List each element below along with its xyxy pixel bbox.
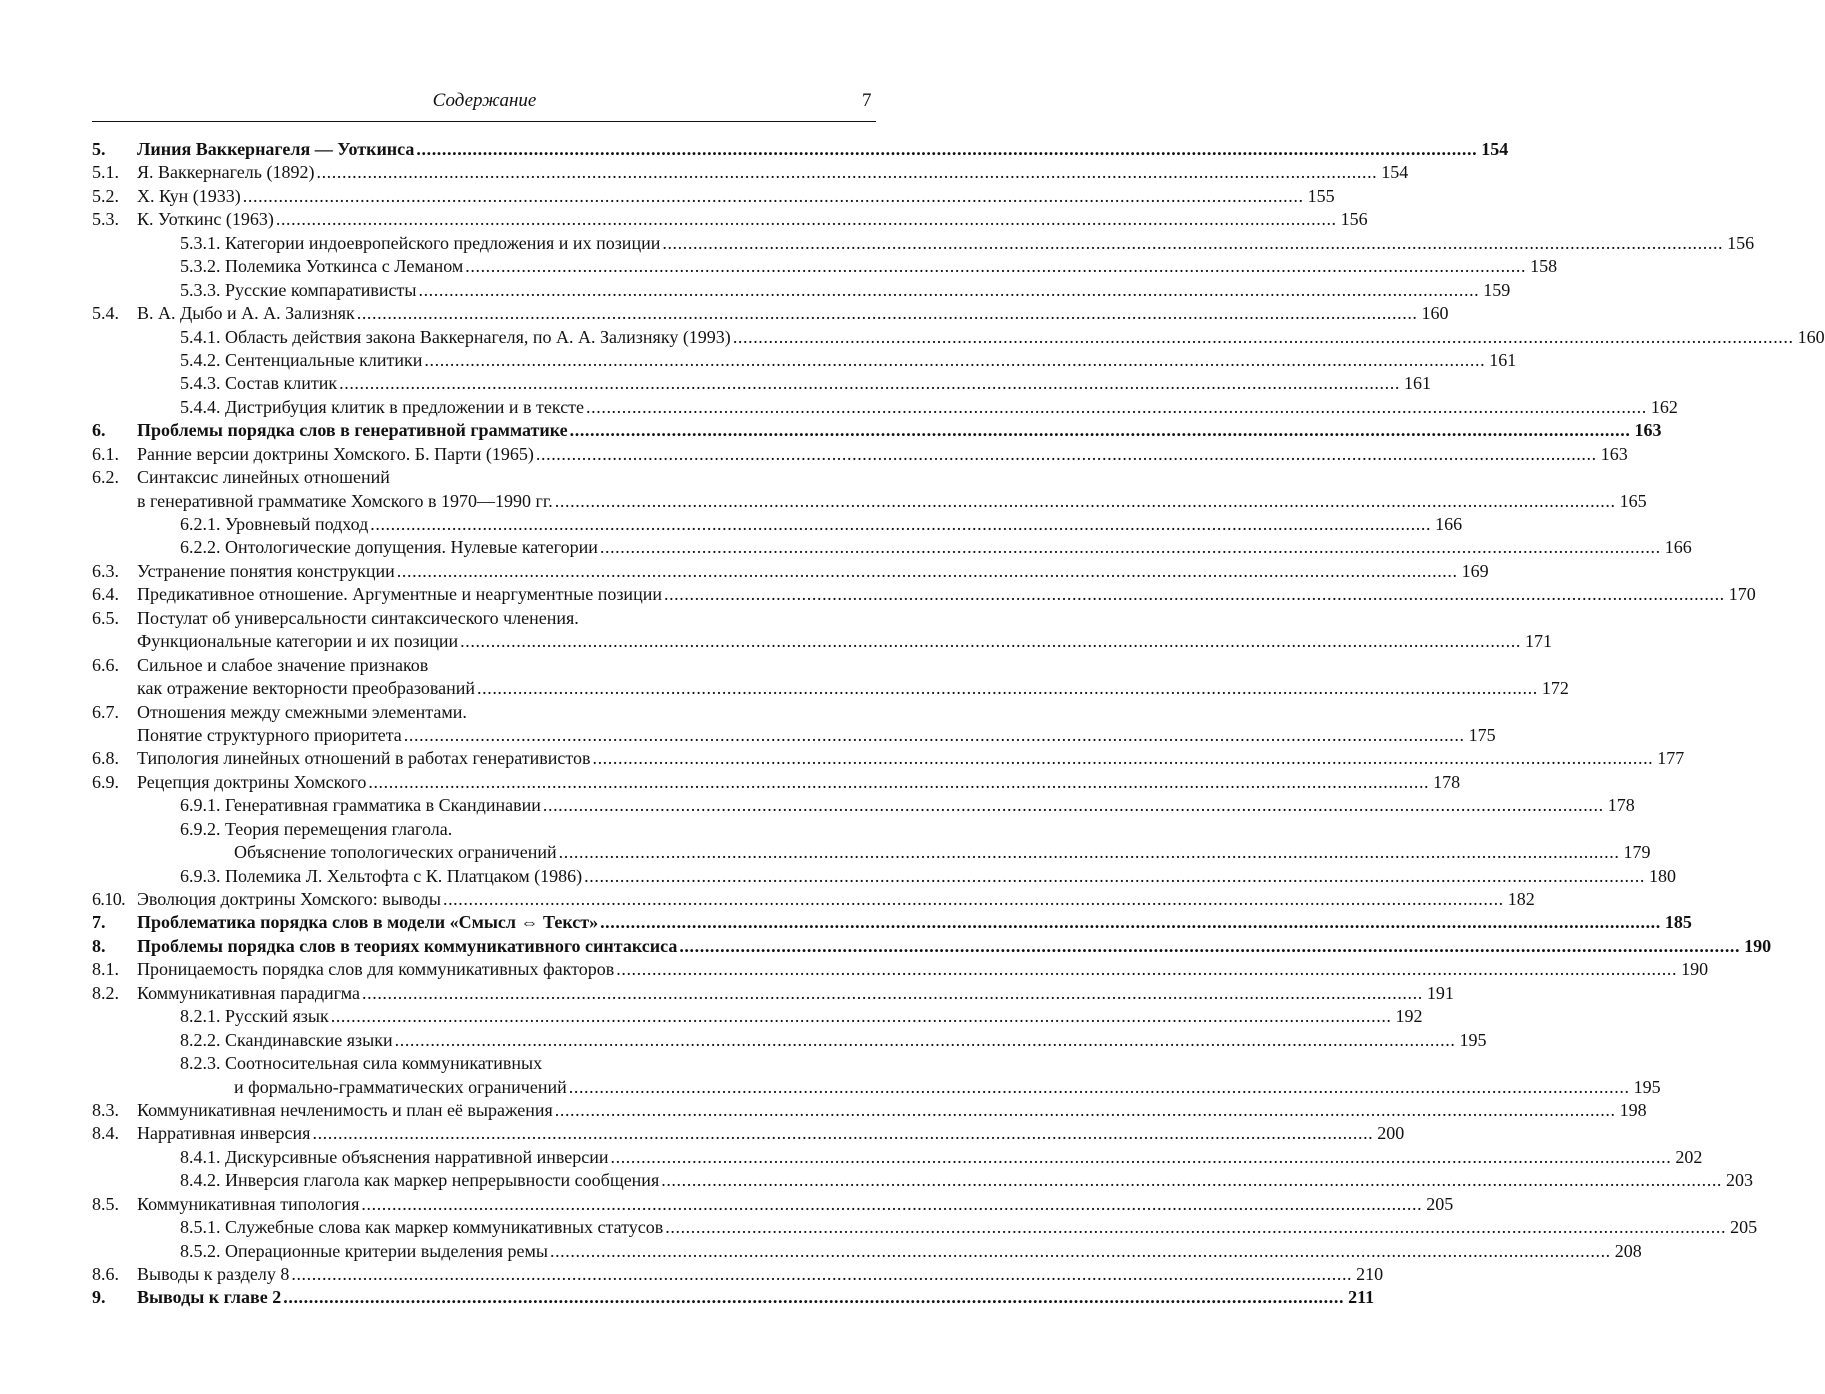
toc-entry-number: 5.4. — [92, 303, 119, 324]
toc-entry-number: 6.1. — [92, 443, 119, 464]
page-number: 7 — [862, 90, 872, 111]
toc-entry — [92, 513, 1463, 536]
toc-entry-title: 8.5.2. Операционные критерии выделения ремы — [180, 1240, 548, 1261]
toc-entry-page: 163 — [1600, 443, 1628, 464]
toc-entry — [92, 654, 876, 677]
toc-entry-title: 8.5.1. Служебные слова как маркер коммуникативных статусов — [180, 1217, 664, 1238]
dot-leader: ................................................................................................................................................................................................................ — [542, 795, 1604, 816]
toc-entry-number: 5.1. — [92, 162, 119, 183]
dot-leader: ................................................................................................................................................................................................................ — [549, 1240, 1611, 1261]
toc-entry-page: 198 — [1619, 1099, 1647, 1120]
dot-leader: ................................................................................................................................................................................................................ — [662, 232, 1724, 253]
toc-entry-page: 163 — [1634, 420, 1662, 441]
toc-entry-number: 8.2. — [92, 982, 119, 1003]
toc-entry — [92, 771, 1461, 794]
toc-entry-title: 5.3.3. Русские компаративисты — [180, 279, 417, 300]
toc-entry-page: 190 — [1681, 959, 1709, 980]
toc-entry-page: 169 — [1461, 560, 1489, 581]
toc-entry-title: как отражение векторности преобразований — [137, 678, 476, 699]
dot-leader: ................................................................................................................................................................................................................ — [679, 935, 1741, 956]
toc-entry-page: 166 — [1435, 514, 1463, 534]
dot-leader: ................................................................................................................................................................................................................ — [275, 209, 1337, 230]
toc-entry-title: Понятие структурного приоритета — [137, 724, 402, 745]
dot-leader: ................................................................................................................................................................................................................ — [368, 771, 1430, 792]
toc-entry-title: Эволюция доктрины Хомского: выводы — [137, 889, 441, 909]
toc-entry-title: Синтаксис линейных отношений — [137, 467, 390, 488]
toc-entry-title: и формально-грамматических ограничений — [234, 1076, 567, 1097]
toc-entry-title: Постулат об универсальности синтаксического членения. — [137, 607, 579, 628]
toc-entry-page: 200 — [1377, 1123, 1405, 1144]
toc-entry-title: Коммуникативная парадигма — [137, 982, 361, 1003]
toc-entry — [92, 982, 1454, 1005]
toc-entry-title: Коммуникативная типология — [137, 1193, 360, 1214]
toc-entry-title: Линия Ваккернагеля — Уоткинса — [137, 139, 415, 159]
toc-entry-page: 180 — [1648, 865, 1676, 886]
toc-entry-number: 8.1. — [92, 959, 119, 980]
toc-entry-number: 6.2. — [92, 467, 119, 488]
toc-entry-page: 190 — [1744, 935, 1772, 956]
toc-entry — [92, 161, 1409, 184]
toc-entry-page: 195 — [1459, 1029, 1487, 1050]
toc-entry-title: Ранние версии доктрины Хомского. Б. Парти (1965) — [137, 443, 534, 464]
toc-entry-page: 161 — [1489, 349, 1517, 370]
toc-entry-title: В. А. Дыбо и А. А. Зализняк — [137, 303, 355, 324]
toc-entry-title: 8.4.2. Инверсия глагола как маркер непрерывности сообщения — [180, 1170, 660, 1191]
toc-entry-page: 165 — [1619, 490, 1647, 511]
header-rule — [92, 121, 876, 122]
dot-leader: ................................................................................................................................................................................................................ — [242, 185, 1304, 206]
dot-leader: ................................................................................................................................................................................................................ — [592, 748, 1654, 769]
dot-leader: ................................................................................................................................................................................................................ — [616, 959, 1678, 980]
dot-leader: ................................................................................................................................................................................................................ — [610, 1146, 1672, 1167]
toc-entry — [92, 255, 1558, 278]
toc-entry — [92, 607, 876, 630]
toc-entry — [92, 677, 1569, 700]
table-of-contents — [92, 138, 1825, 1310]
dot-leader: ................................................................................................................................................................................................................ — [586, 396, 1647, 417]
toc-entry-title: Нарративная инверсия — [137, 1123, 311, 1144]
toc-entry — [92, 560, 1489, 583]
toc-entry-page: 205 — [1426, 1193, 1454, 1214]
toc-entry-number: 5.2. — [92, 185, 119, 206]
toc-entry — [92, 490, 1647, 513]
toc-entry — [92, 1052, 876, 1075]
dot-leader: ................................................................................................................................................................................................................ — [291, 1264, 1353, 1284]
toc-entry-number: 5. — [92, 139, 106, 159]
toc-entry-title: 5.3.1. Категории индоевропейского предложения и их позиции — [180, 232, 661, 253]
toc-entry-page: 191 — [1426, 982, 1454, 1003]
toc-entry-page: 178 — [1433, 771, 1461, 792]
toc-entry — [92, 302, 1449, 325]
toc-entry-title: Отношения между смежными элементами. — [137, 701, 467, 722]
toc-entry-title: Выводы к разделу 8 — [137, 1264, 290, 1284]
toc-entry-title: Х. Кун (1933) — [137, 185, 241, 206]
toc-entry-title: 5.4.3. Состав клитик — [180, 373, 338, 394]
dot-leader: ................................................................................................................................................................................................................ — [477, 678, 1538, 699]
dot-leader: ................................................................................................................................................................................................................ — [424, 349, 1486, 370]
toc-entry-number: 5.3. — [92, 209, 119, 230]
running-header-title: Содержание — [432, 90, 537, 111]
toc-entry-number: 6.4. — [92, 584, 119, 605]
dot-leader: ................................................................................................................................................................................................................ — [316, 162, 1378, 183]
toc-entry-title: 5.4.2. Сентенциальные клитики — [180, 349, 423, 370]
toc-entry — [92, 724, 1496, 747]
toc-entry-number: 6.3. — [92, 560, 119, 581]
toc-entry — [92, 443, 1628, 466]
dot-leader: ................................................................................................................................................................................................................ — [599, 537, 1661, 558]
toc-entry-page: 159 — [1483, 279, 1511, 300]
toc-entry — [92, 1005, 1423, 1028]
toc-entry-page: 155 — [1307, 185, 1335, 206]
toc-entry-title: Коммуникативная нечленимость и план её выражения — [137, 1099, 553, 1120]
dot-leader: ................................................................................................................................................................................................................ — [362, 982, 1423, 1003]
dot-leader: ................................................................................................................................................................................................................ — [330, 1006, 1392, 1027]
toc-entry-title: Проницаемость порядка слов для коммуникативных факторов — [137, 959, 615, 980]
toc-entry-page: 154 — [1381, 162, 1409, 183]
dot-leader: ................................................................................................................................................................................................................ — [416, 139, 1478, 159]
toc-entry — [92, 1216, 1758, 1239]
toc-entry — [92, 630, 1552, 653]
dot-leader: ................................................................................................................................................................................................................ — [396, 560, 1458, 581]
toc-entry-title: Типология линейных отношений в работах генеративистов — [137, 748, 591, 769]
toc-entry-title: Выводы к главе 2 — [137, 1287, 282, 1308]
dot-leader: ................................................................................................................................................................................................................ — [460, 631, 1521, 652]
dot-leader: ................................................................................................................................................................................................................ — [418, 279, 1480, 300]
toc-entry-title: Я. Ваккернагель (1892) — [137, 162, 315, 183]
toc-entry — [92, 1193, 1454, 1216]
toc-entry-page: 162 — [1650, 396, 1678, 417]
toc-entry-title: 8.2.2. Скандинавские языки — [180, 1029, 393, 1050]
toc-entry-page: 171 — [1524, 631, 1552, 652]
toc-entry-title: 8.4.1. Дискурсивные объяснения нарративной инверсии — [180, 1146, 609, 1167]
toc-entry-page: 192 — [1395, 1006, 1423, 1027]
toc-entry — [92, 279, 1511, 302]
toc-entry — [92, 1263, 1384, 1286]
toc-entry-title: Предикативное отношение. Аргументные и неаргументные позиции — [137, 584, 662, 605]
toc-entry-title: 6.9.3. Полемика Л. Хельтофта с К. Платцаком (1986) — [180, 865, 583, 886]
dot-leader: ................................................................................................................................................................................................................ — [361, 1193, 1423, 1214]
toc-entry-title: Проблематика порядка слов в модели «Смысл ⇔ Текст» — [137, 912, 599, 933]
toc-entry — [92, 536, 1692, 559]
toc-entry-page: 154 — [1481, 139, 1509, 159]
toc-entry-page: 195 — [1633, 1076, 1661, 1097]
toc-entry — [92, 396, 1678, 419]
toc-entry — [92, 794, 1635, 817]
toc-entry-title: 5.4.4. Дистрибуция клитик в предложении и в тексте — [180, 396, 585, 417]
toc-entry — [92, 1029, 1487, 1052]
toc-entry — [92, 1076, 1661, 1099]
toc-entry-page: 182 — [1507, 889, 1535, 909]
toc-entry-title: 6.9.2. Теория перемещения глагола. — [180, 818, 453, 839]
toc-entry-page: 208 — [1614, 1240, 1642, 1261]
toc-entry-page: 177 — [1657, 748, 1685, 769]
toc-entry — [92, 208, 1368, 231]
toc-entry-page: 156 — [1340, 209, 1368, 230]
dot-leader: ................................................................................................................................................................................................................ — [558, 842, 1620, 863]
toc-entry-page: 175 — [1468, 724, 1496, 745]
toc-entry — [92, 1240, 1642, 1263]
toc-entry-page: 179 — [1623, 842, 1651, 863]
toc-entry-number: 8.6. — [92, 1264, 119, 1284]
toc-entry-title: 5.4.1. Область действия закона Ваккернагеля, по А. А. Зализняку (1993) — [180, 326, 731, 347]
dot-leader: ................................................................................................................................................................................................................ — [554, 1099, 1616, 1120]
toc-entry-number: 8.3. — [92, 1099, 119, 1120]
toc-entry-number: 6.5. — [92, 607, 119, 628]
toc-entry — [92, 911, 1692, 934]
toc-entry-title: 5.3.2. Полемика Уоткинса с Леманом — [180, 256, 464, 277]
toc-entry-title: 8.2.3. Соотносительная сила коммуникативных — [180, 1053, 543, 1074]
toc-entry — [92, 326, 1825, 349]
toc-entry-page: 160 — [1421, 303, 1449, 324]
toc-entry — [92, 185, 1335, 208]
toc-entry-title: 6.2.1. Уровневый подход — [180, 514, 369, 534]
toc-entry-number: 6.6. — [92, 654, 119, 675]
toc-entry — [92, 372, 1431, 395]
toc-entry — [92, 232, 1755, 255]
toc-entry — [92, 1169, 1754, 1192]
toc-entry-page: 158 — [1530, 256, 1558, 277]
toc-entry — [92, 1099, 1647, 1122]
toc-entry-page: 161 — [1403, 373, 1431, 394]
toc-entry — [92, 419, 1662, 442]
toc-entry-page: 205 — [1730, 1217, 1758, 1238]
toc-entry-title: Устранение понятия конструкции — [137, 560, 395, 581]
dot-leader: ................................................................................................................................................................................................................ — [465, 256, 1527, 277]
dot-leader: ................................................................................................................................................................................................................ — [394, 1029, 1456, 1050]
dot-leader: ................................................................................................................................................................................................................ — [339, 373, 1400, 394]
dot-leader: ................................................................................................................................................................................................................ — [568, 1076, 1630, 1097]
toc-entry-title: 6.2.2. Онтологические допущения. Нулевые категории — [180, 537, 598, 558]
toc-entry-page: 172 — [1541, 678, 1569, 699]
toc-entry-page: 211 — [1348, 1287, 1375, 1308]
toc-entry-title: 6.9.1. Генеративная грамматика в Скандинавии — [180, 795, 541, 816]
toc-entry-title: в генеративной грамматике Хомского в 1970—1990 гг. — [137, 490, 553, 511]
toc-entry-page: 210 — [1356, 1264, 1384, 1284]
dot-leader: ................................................................................................................................................................................................................ — [370, 514, 1432, 534]
toc-entry-page: 202 — [1675, 1146, 1703, 1167]
toc-entry — [92, 865, 1676, 888]
dot-leader: ................................................................................................................................................................................................................ — [554, 490, 1616, 511]
toc-entry-page: 156 — [1727, 232, 1755, 253]
dot-leader: ................................................................................................................................................................................................................ — [312, 1123, 1374, 1144]
toc-entry-page: 166 — [1664, 537, 1692, 558]
dot-leader: ................................................................................................................................................................................................................ — [442, 889, 1504, 909]
dot-leader: ................................................................................................................................................................................................................ — [356, 303, 1418, 324]
toc-entry-page: 160 — [1797, 326, 1825, 347]
dot-leader: ................................................................................................................................................................................................................ — [661, 1170, 1723, 1191]
toc-entry-number: 9. — [92, 1287, 106, 1308]
dot-leader: ................................................................................................................................................................................................................ — [535, 443, 1597, 464]
toc-entry — [92, 747, 1685, 770]
dot-leader: ................................................................................................................................................................................................................ — [584, 865, 1645, 886]
toc-entry — [92, 349, 1517, 372]
toc-entry-number: 8.4. — [92, 1123, 119, 1144]
toc-entry — [92, 1286, 1375, 1309]
toc-entry-title: Проблемы порядка слов в генеративной грамматике — [137, 420, 568, 441]
toc-entry — [92, 818, 876, 841]
toc-entry — [92, 701, 876, 724]
dot-leader: ................................................................................................................................................................................................................ — [283, 1287, 1345, 1308]
toc-entry-number: 7. — [92, 912, 106, 933]
dot-leader: ................................................................................................................................................................................................................ — [403, 724, 1465, 745]
dot-leader: ................................................................................................................................................................................................................ — [569, 420, 1631, 441]
toc-entry-number: 6. — [92, 420, 106, 441]
toc-entry-title: Проблемы порядка слов в теориях коммуникативного синтаксиса — [137, 935, 678, 956]
toc-entry — [92, 935, 1772, 958]
toc-entry — [92, 1122, 1405, 1145]
toc-entry — [92, 1146, 1703, 1169]
dot-leader: ................................................................................................................................................................................................................ — [665, 1217, 1727, 1238]
toc-entry — [92, 138, 1509, 161]
toc-entry — [92, 583, 1756, 606]
toc-entry-number: 6.9. — [92, 771, 119, 792]
toc-entry — [92, 888, 1535, 911]
toc-entry-title: Сильное и слабое значение признаков — [137, 654, 429, 675]
dot-leader: ................................................................................................................................................................................................................ — [732, 326, 1794, 347]
toc-entry-number: 8.5. — [92, 1193, 119, 1214]
toc-entry-number: 6.10. — [92, 889, 126, 909]
toc-entry — [92, 466, 876, 489]
toc-entry-title: К. Уоткинс (1963) — [137, 209, 274, 230]
toc-entry-title: 8.2.1. Русский язык — [180, 1006, 329, 1027]
dot-leader: ................................................................................................................................................................................................................ — [663, 584, 1725, 605]
toc-entry-page: 203 — [1726, 1170, 1754, 1191]
toc-entry-number: 6.7. — [92, 701, 119, 722]
toc-entry-title: Объяснение топологических ограничений — [234, 842, 557, 863]
toc-entry-number: 6.8. — [92, 748, 119, 769]
toc-entry-title: Функциональные категории и их позиции — [137, 631, 459, 652]
toc-entry-number: 8. — [92, 935, 106, 956]
toc-entry-page: 170 — [1728, 584, 1756, 605]
toc-entry-title: Рецепция доктрины Хомского — [137, 771, 367, 792]
toc-entry-page: 178 — [1607, 795, 1635, 816]
dot-leader: ................................................................................................................................................................................................................ — [600, 912, 1661, 933]
toc-entry-page: 185 — [1664, 912, 1692, 933]
toc-entry — [92, 958, 1709, 981]
toc-entry — [92, 841, 1651, 864]
